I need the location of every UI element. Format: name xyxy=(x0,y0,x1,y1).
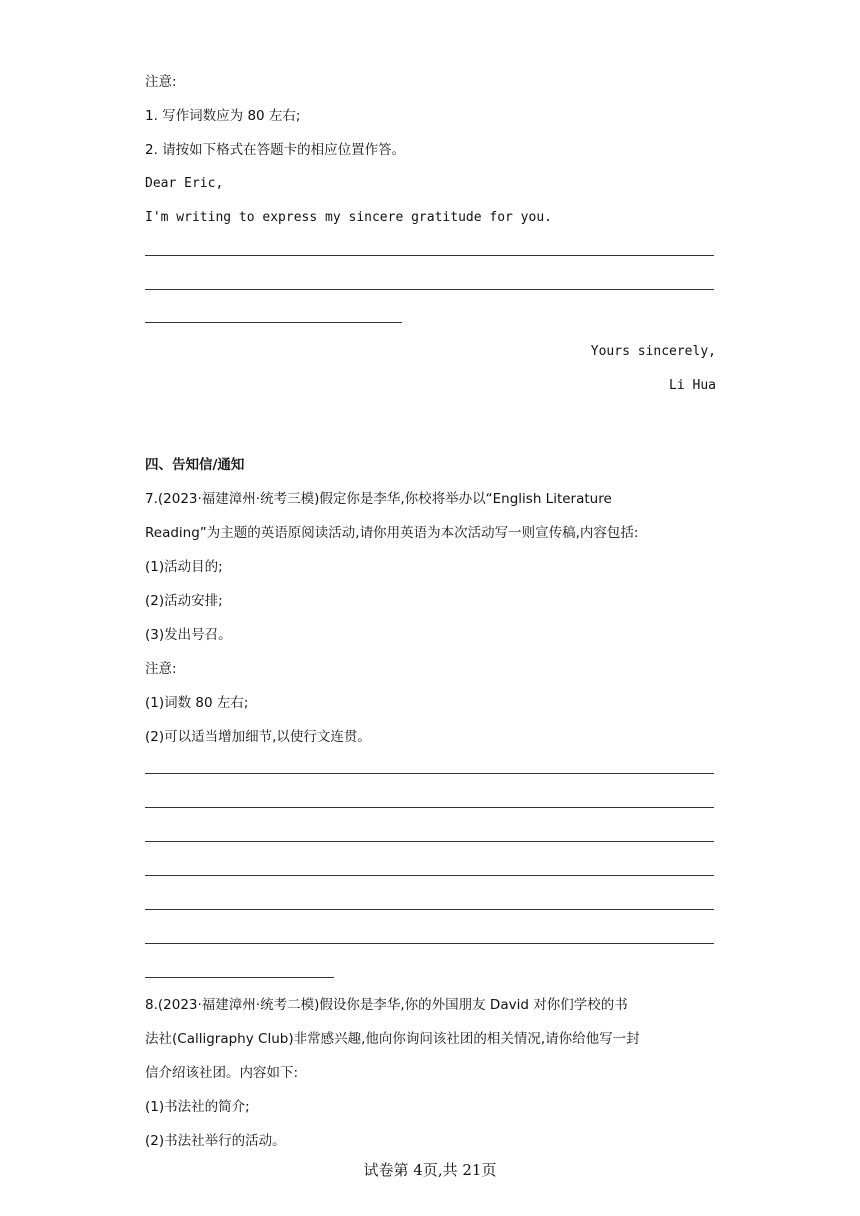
answer-line xyxy=(145,255,714,256)
letter-opening: I'm writing to express my sincere gratitude for you. xyxy=(145,210,552,225)
answer-line xyxy=(145,875,714,876)
note-item-1: 1. 写作词数应为 80 左右; xyxy=(145,108,301,124)
note-item-2: 2. 请按如下格式在答题卡的相应位置作答。 xyxy=(145,142,406,158)
note-label: 注意: xyxy=(145,74,177,90)
question-7-item: (2)活动安排; xyxy=(145,593,223,609)
letter-signature: Li Hua xyxy=(669,378,716,393)
letter-salutation: Dear Eric, xyxy=(145,176,224,191)
letter-closing: Yours sincerely, xyxy=(590,344,716,359)
question-7-item: (1)活动目的; xyxy=(145,559,223,575)
question-8-text: 信介绍该社团。内容如下: xyxy=(145,1065,299,1081)
question-7-text: Reading”为主题的英语原阅读活动,请你用英语为本次活动写一则宣传稿,内容包括: xyxy=(145,525,639,541)
answer-line xyxy=(145,773,714,774)
section-heading: 四、告知信/通知 xyxy=(145,457,245,473)
answer-line xyxy=(145,943,714,944)
answer-line xyxy=(145,289,714,290)
question-7-note: (2)可以适当增加细节,以使行文连贯。 xyxy=(145,729,371,745)
answer-line xyxy=(145,909,714,910)
answer-line xyxy=(145,322,402,323)
question-8-text: 法社(Calligraphy Club)非常感兴趣,他向你询问该社团的相关情况,请你给他写一封 xyxy=(145,1031,640,1047)
question-7-text: 7.(2023·福建漳州·统考三模)假定你是李华,你校将举办以“English Literature xyxy=(145,491,612,507)
question-8-item: (2)书法社举行的活动。 xyxy=(145,1133,286,1149)
answer-line xyxy=(145,977,334,978)
page-footer: 试卷第 4页,共 21页 xyxy=(363,1161,497,1179)
answer-line xyxy=(145,841,714,842)
question-8-item: (1)书法社的简介; xyxy=(145,1099,250,1115)
question-7-note: (1)词数 80 左右; xyxy=(145,695,249,711)
answer-line xyxy=(145,807,714,808)
question-8-text: 8.(2023·福建漳州·统考二模)假设你是李华,你的外国朋友 David 对你们学校的书 xyxy=(145,997,628,1013)
question-7-note-label: 注意: xyxy=(145,661,177,677)
question-7-item: (3)发出号召。 xyxy=(145,627,232,643)
